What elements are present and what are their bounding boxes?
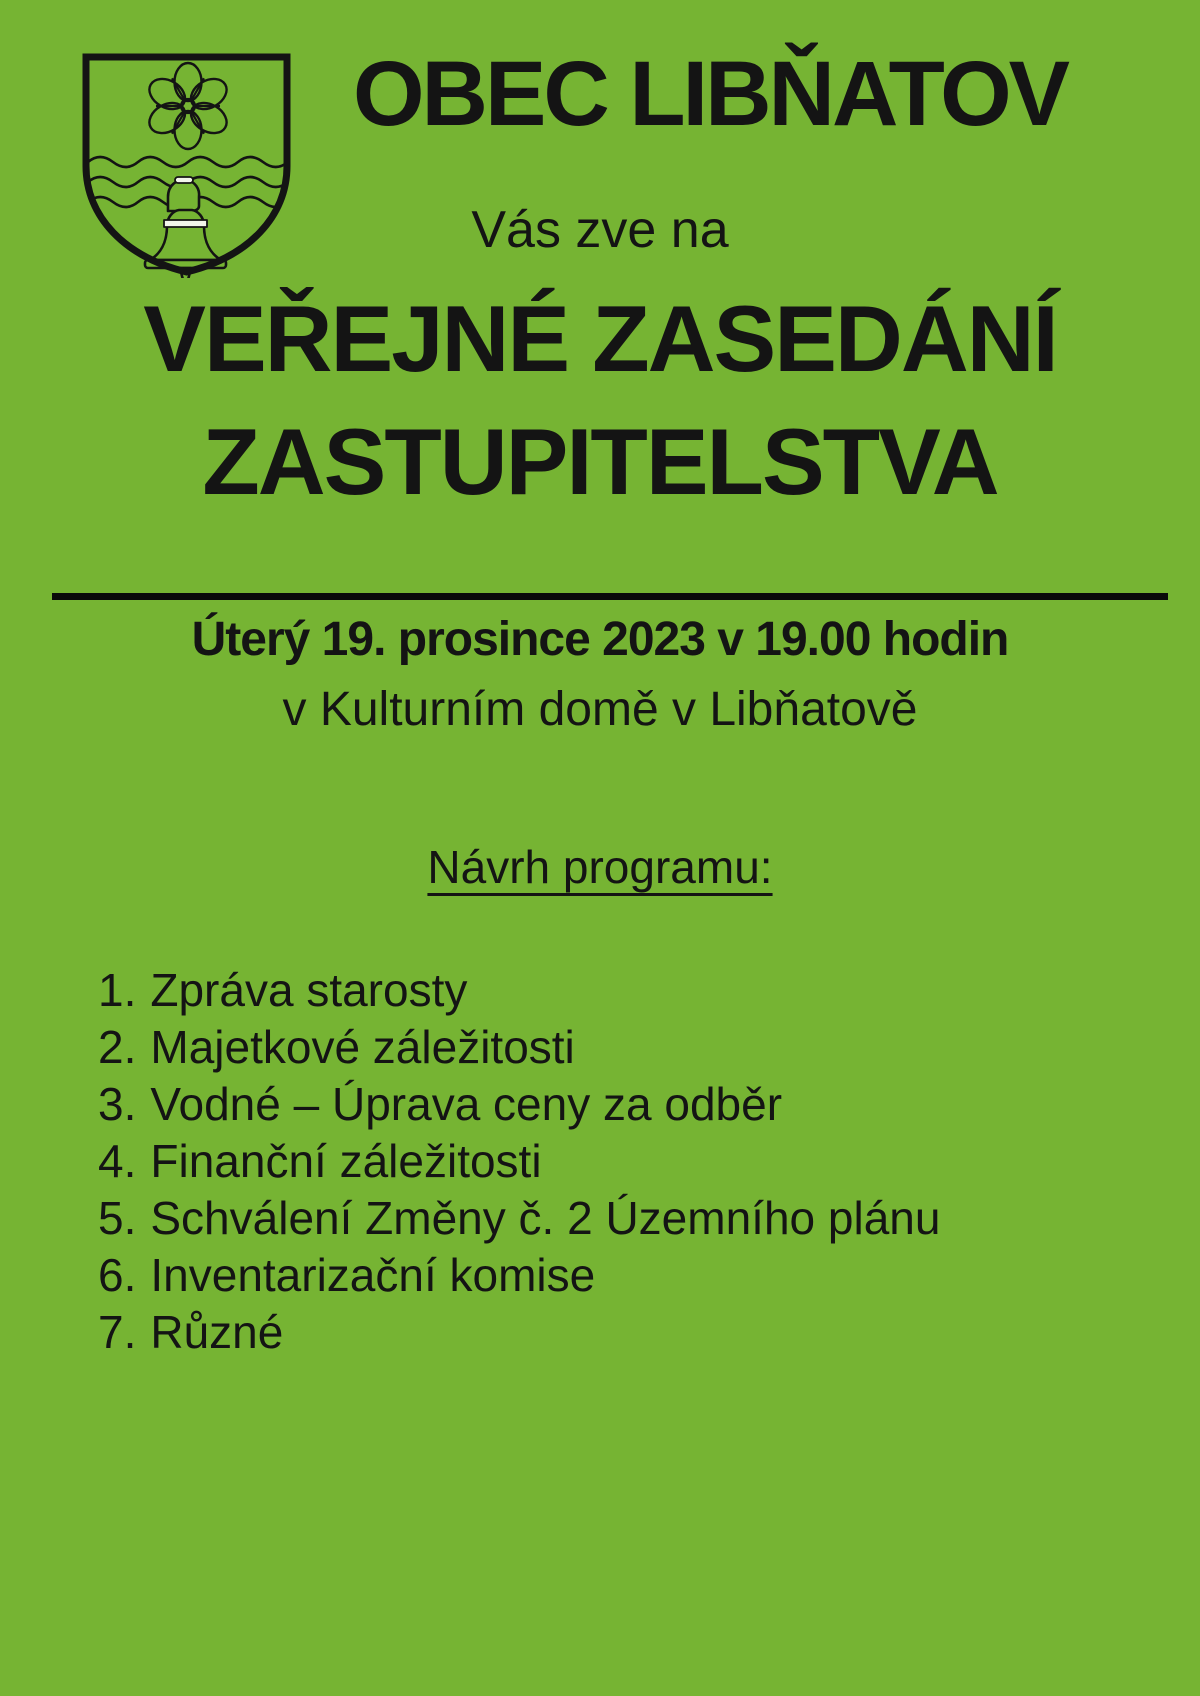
agenda-item-number: 3. xyxy=(98,1078,137,1130)
agenda-item xyxy=(98,1133,1148,1190)
agenda-item xyxy=(98,962,1148,1019)
agenda-item-label: Finanční záležitosti xyxy=(150,1135,542,1187)
agenda-heading: Návrh programu: xyxy=(427,841,773,893)
agenda-item-label: Inventarizační komise xyxy=(150,1249,596,1301)
agenda-item-label: Schválení Změny č. 2 Územního plánu xyxy=(150,1192,941,1244)
agenda-item xyxy=(98,1304,1148,1361)
agenda-item-label: Zpráva starosty xyxy=(150,964,468,1016)
agenda-item-number: 4. xyxy=(98,1135,137,1187)
event-datetime: Úterý 19. prosince 2023 v 19.00 hodin xyxy=(191,613,1009,666)
event-venue: v Kulturním domě v Libňatově xyxy=(282,683,918,736)
agenda-item-number: 6. xyxy=(98,1249,137,1301)
agenda-item-label: Různé xyxy=(150,1306,284,1358)
agenda-item xyxy=(98,1247,1148,1304)
event-title-line1: VEŘEJNÉ ZASEDÁNÍ xyxy=(143,286,1057,391)
agenda-item-number: 7. xyxy=(98,1306,137,1358)
agenda-item-number: 1. xyxy=(98,964,137,1016)
event-title-line2: ZASTUPITELSTVA xyxy=(202,409,998,514)
agenda-item-number: 2. xyxy=(98,1021,137,1073)
agenda-item-number: 5. xyxy=(98,1192,137,1244)
agenda-item-label: Majetkové záležitosti xyxy=(150,1021,575,1073)
divider-rule xyxy=(52,593,1168,600)
invite-line: Vás zve na xyxy=(471,201,729,259)
agenda-item-label: Vodné – Úprava ceny za odběr xyxy=(150,1078,783,1130)
agenda-item xyxy=(98,1019,1148,1076)
agenda-list xyxy=(98,962,1148,1361)
flax-flower-icon xyxy=(144,63,232,149)
org-title: OBEC LIBŇATOV xyxy=(352,43,1068,145)
agenda-item xyxy=(98,1190,1148,1247)
agenda-item xyxy=(98,1076,1148,1133)
